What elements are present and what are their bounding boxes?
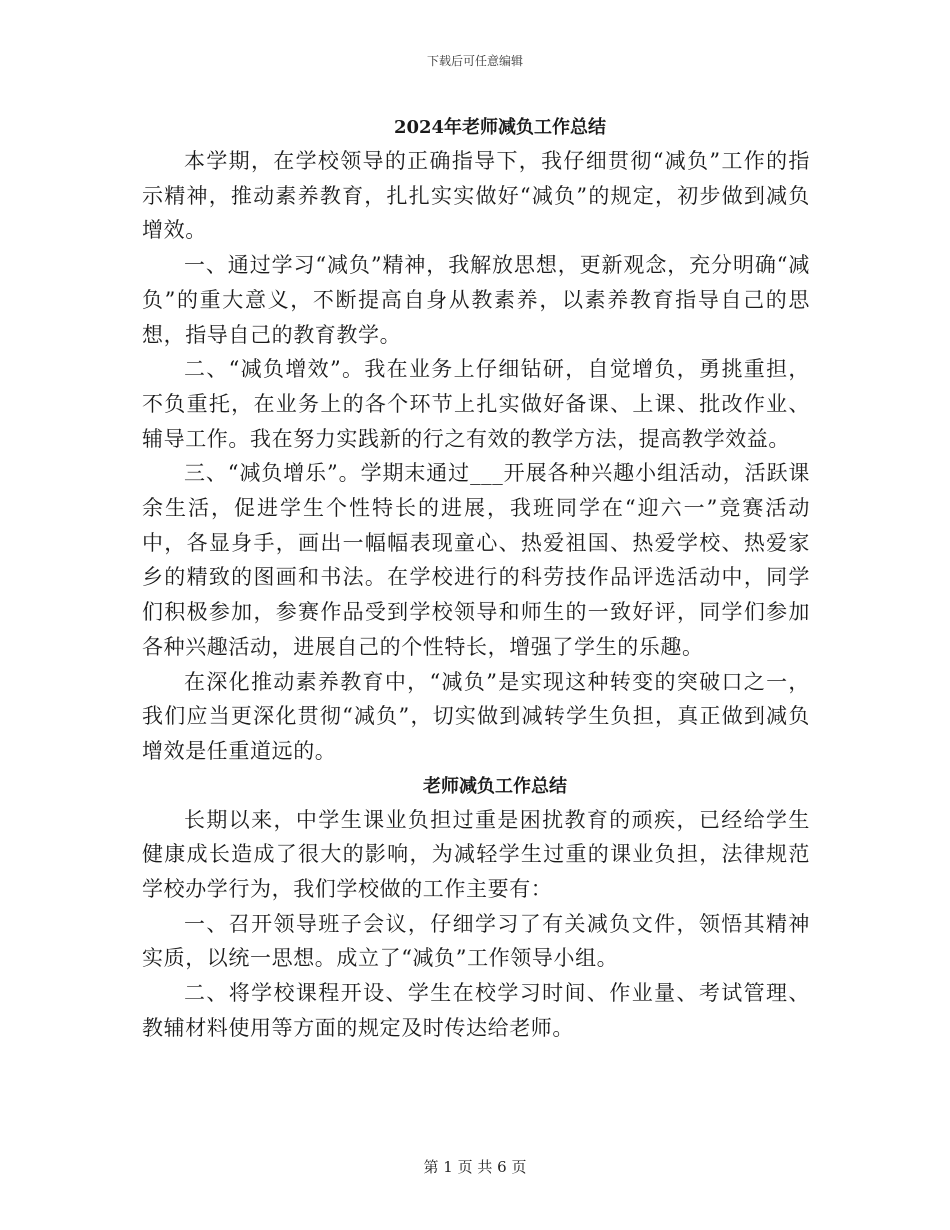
page-number: 第 1 页 共 6 页 [423,1158,527,1176]
paragraph-conclusion: 在深化推动素养教育中，“减负”是实现这种转变的突破口之一，我们应当更深化贯彻“减负”，切实做到减转学生负担，真正做到减负增效是任重道远的。 [142,669,810,763]
paragraph-intro: 本学期，在学校领导的正确指导下，我仔细贯彻“减负”工作的指示精神，推动素养教育，扎扎实实做好“减负”的规定，初步做到减负增效。 [142,149,810,243]
paragraph-point-2: 二、“减负增效”。我在业务上仔细钻研，自觉增负，勇挑重担，不负重托，在业务上的各个环节上扎实做好备课、上课、批改作业、辅导工作。我在努力实践新的行之有效的教学方法，提高教学效益。 [142,357,810,451]
download-note: 下载后可任意编辑 [426,54,523,68]
paragraph-point-3: 三、“减负增乐”。学期末通过___开展各种兴趣小组活动，活跃课余生活，促进学生个性特长的进展，我班同学在“迎六一”竞赛活动中，各显身手，画出一幅幅表现童心、热爱祖国、热爱学校、热爱家乡的精致的图画和书法。在学校进行的科劳技作品评选活动中，同学们积极参加，参赛作品受到学校领导和师生的一致好评，同学们参加各种兴趣活动，进展自己的个性特长，增强了学生的乐趣。 [142,461,810,659]
section-title: 老师减负工作总结 [423,775,567,797]
document-body [142,112,810,1046]
paragraph-section2-point-2: 二、将学校课程开设、学生在校学习时间、作业量、考试管理、教辅材料使用等方面的规定及时传达给老师。 [142,981,810,1040]
paragraph-section2-point-1: 一、召开领导班子会议，仔细学习了有关减负文件，领悟其精神实质，以统一思想。成立了“减负”工作领导小组。 [142,911,810,971]
paragraph-section2-intro: 长期以来，中学生课业负担过重是困扰教育的顽疾，已经给学生健康成长造成了很大的影响，为减轻学生过重的课业负担，法律规范学校办学行为，我们学校做的工作主要有： [142,807,810,902]
document-title: 2024年老师减负工作总结 [393,117,607,138]
paragraph-point-1: 一、通过学习“减负”精神，我解放思想，更新观念，充分明确“减负”的重大意义，不断提高自身从教素养，以素养教育指导自己的思想，指导自己的教育教学。 [142,253,810,347]
